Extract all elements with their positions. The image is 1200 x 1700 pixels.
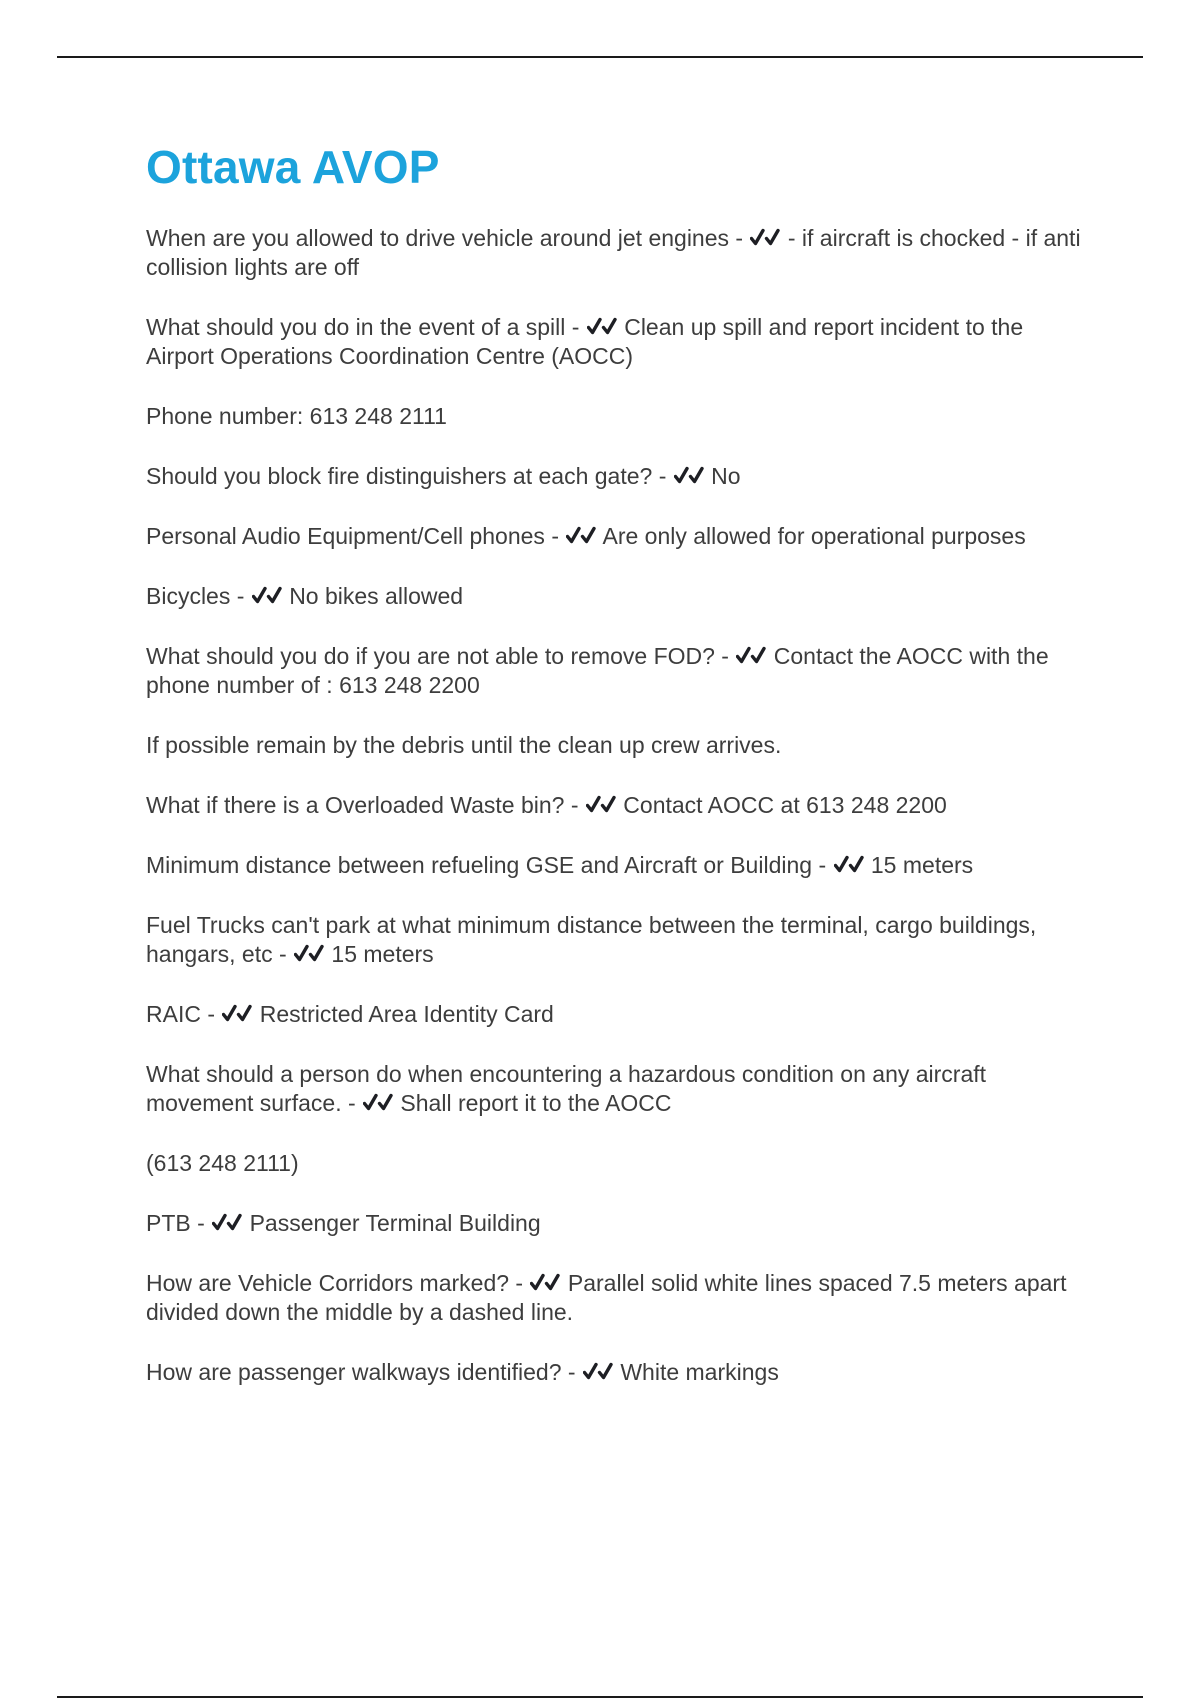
question-text: What should you do if you are not able to remove FOD? - xyxy=(146,643,729,669)
answer-text: Contact the AOCC with the phone number of : 613 248 2200 xyxy=(146,643,1049,698)
double-check-icon xyxy=(252,585,282,607)
question-text: Personal Audio Equipment/Cell phones - xyxy=(146,523,559,549)
qa-entry xyxy=(146,224,1086,282)
answer-text: Shall report it to the AOCC xyxy=(400,1090,672,1116)
qa-list xyxy=(146,224,1086,1387)
double-check-icon xyxy=(222,1003,252,1025)
answer-text: Parallel solid white lines spaced 7.5 meters apart divided down the middle by a dashed line. xyxy=(146,1270,1067,1325)
document-body xyxy=(146,140,1086,1418)
double-check-icon xyxy=(750,227,780,249)
qa-entry xyxy=(146,791,1086,820)
question-text: How are passenger walkways identified? - xyxy=(146,1359,576,1385)
qa-entry xyxy=(146,462,1086,491)
double-check-icon xyxy=(834,854,864,876)
answer-text: White markings xyxy=(620,1359,779,1385)
qa-entry xyxy=(146,851,1086,880)
question-text: Fuel Trucks can't park at what minimum distance between the terminal, cargo buildings, hangars, etc - xyxy=(146,912,1037,967)
qa-entry xyxy=(146,582,1086,611)
question-text: What should a person do when encountering a hazardous condition on any aircraft movement surface. - xyxy=(146,1061,987,1116)
question-text: What should you do in the event of a spill - xyxy=(146,314,580,340)
qa-entry xyxy=(146,522,1086,551)
answer-text: Are only allowed for operational purposes xyxy=(602,523,1026,549)
qa-entry xyxy=(146,1060,1086,1118)
double-check-icon xyxy=(212,1212,242,1234)
question-text: RAIC - xyxy=(146,1001,215,1027)
footer-rule xyxy=(57,1696,1143,1698)
question-text: When are you allowed to drive vehicle around jet engines - xyxy=(146,225,744,251)
question-text: PTB - xyxy=(146,1210,205,1236)
note-text: Phone number: 613 248 2111 xyxy=(146,403,447,429)
double-check-icon xyxy=(363,1092,393,1114)
answer-text: No xyxy=(711,463,741,489)
answer-text: - if aircraft is chocked - if anti collision lights are off xyxy=(146,225,1081,280)
qa-entry xyxy=(146,1209,1086,1238)
question-text: Minimum distance between refueling GSE and Aircraft or Building - xyxy=(146,852,827,878)
double-check-icon xyxy=(736,645,766,667)
document-title: Ottawa AVOP xyxy=(146,141,440,193)
qa-entry xyxy=(146,911,1086,969)
answer-text: Clean up spill and report incident to the Airport Operations Coordination Centre (AOCC) xyxy=(146,314,1024,369)
header-rule xyxy=(57,56,1143,58)
double-check-icon xyxy=(587,316,617,338)
double-check-icon xyxy=(583,1361,613,1383)
answer-text: 15 meters xyxy=(331,941,434,967)
double-check-icon xyxy=(294,943,324,965)
question-text: Should you block fire distinguishers at each gate? - xyxy=(146,463,667,489)
double-check-icon xyxy=(674,465,704,487)
note-text: If possible remain by the debris until the clean up crew arrives. xyxy=(146,732,782,758)
answer-text: Passenger Terminal Building xyxy=(249,1210,541,1236)
qa-entry xyxy=(146,1358,1086,1387)
double-check-icon xyxy=(586,794,616,816)
question-text: How are Vehicle Corridors marked? - xyxy=(146,1270,524,1296)
note-text: (613 248 2111) xyxy=(146,1150,299,1176)
answer-text: No bikes allowed xyxy=(289,583,464,609)
qa-entry xyxy=(146,1000,1086,1029)
answer-text: Restricted Area Identity Card xyxy=(259,1001,554,1027)
qa-entry xyxy=(146,313,1086,371)
answer-text: Contact AOCC at 613 248 2200 xyxy=(623,792,947,818)
qa-entry xyxy=(146,642,1086,700)
question-text: Bicycles - xyxy=(146,583,245,609)
question-text: What if there is a Overloaded Waste bin? - xyxy=(146,792,579,818)
answer-text: 15 meters xyxy=(870,852,974,878)
double-check-icon xyxy=(530,1272,560,1294)
double-check-icon xyxy=(566,525,596,547)
qa-entry xyxy=(146,1269,1086,1327)
